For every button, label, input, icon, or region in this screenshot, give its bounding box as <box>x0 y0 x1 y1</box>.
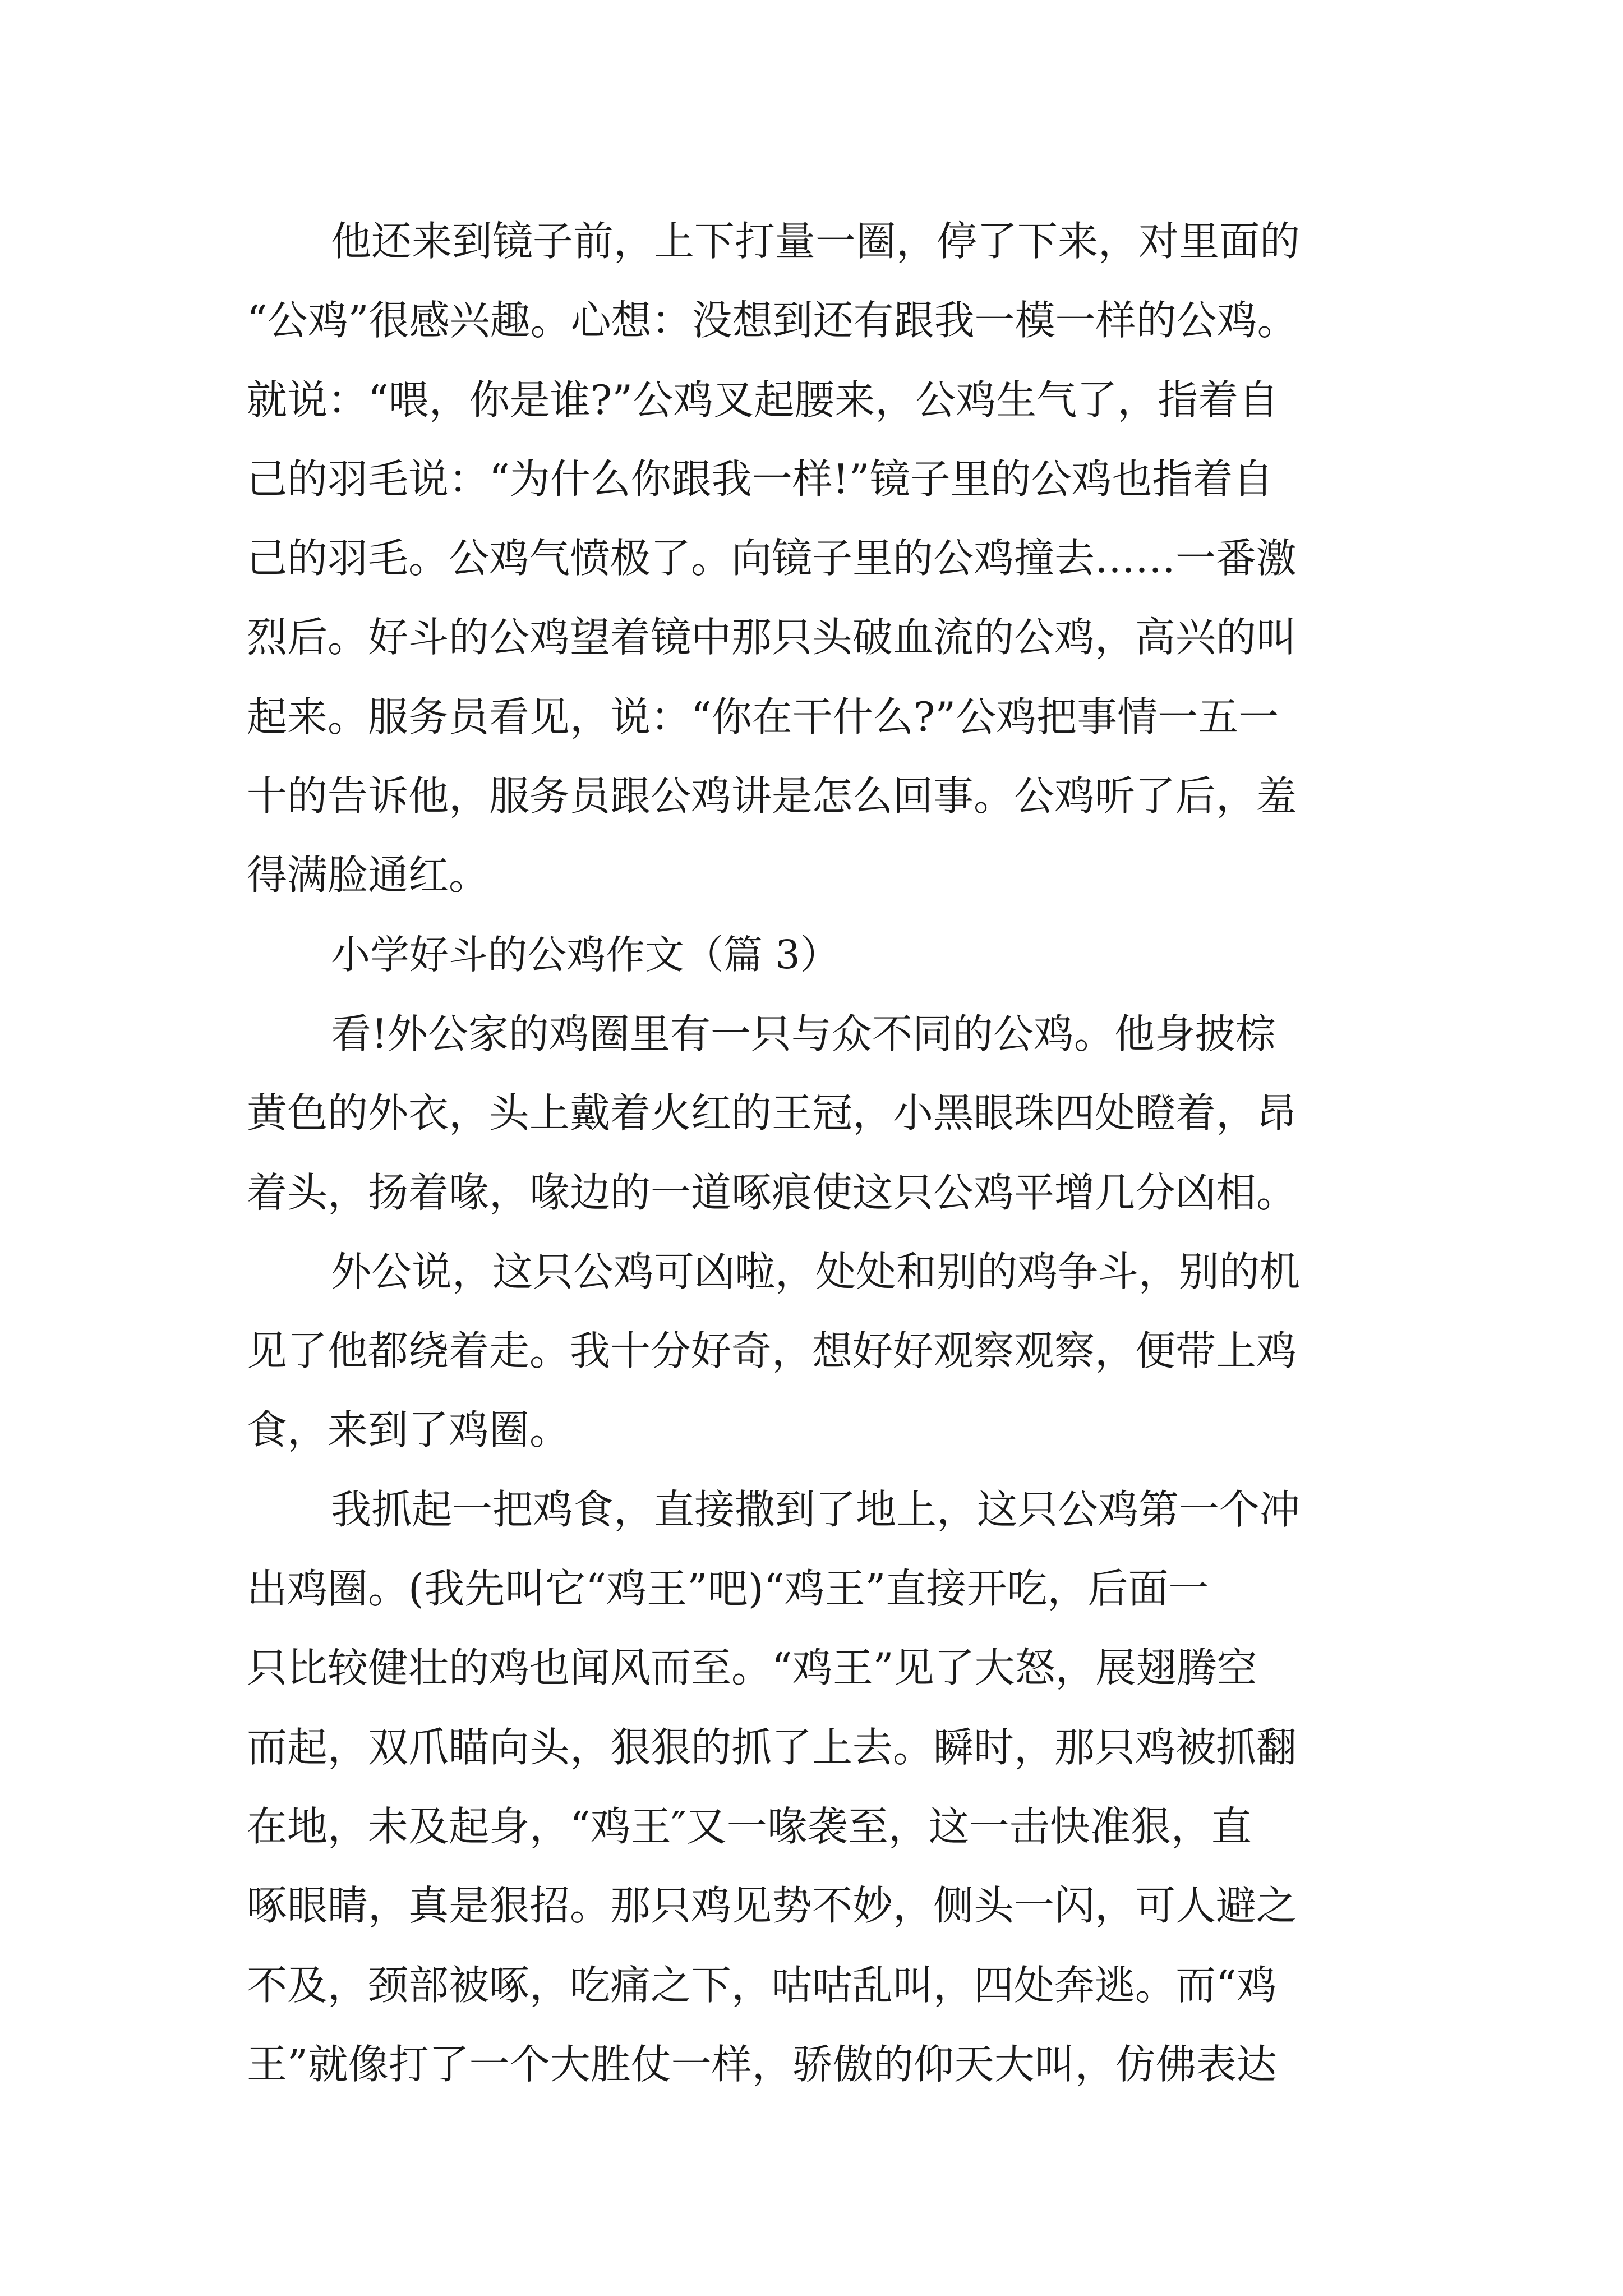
text-line: 啄眼睛，真是狠招。那只鸡见势不妙，侧头一闪，可人避之 <box>247 1882 1297 1930</box>
text-line: 十的告诉他，服务员跟公鸡讲是怎么回事。公鸡听了后，羞 <box>247 772 1297 820</box>
text-line: 黄色的外衣，头上戴着火红的王冠，小黑眼珠四处瞪着，昂 <box>247 1089 1297 1137</box>
text-line: 而起，双爪瞄向头，狠狠的抓了上去。瞬时，那只鸡被抓翻 <box>247 1723 1297 1771</box>
text-line: 不及，颈部被啄，吃痛之下，咕咕乱叫，四处奔逃。而“鸡 <box>247 1961 1277 2009</box>
text-line: 见了他都绕着走。我十分好奇，想好好观察观察，便带上鸡 <box>247 1327 1297 1375</box>
text-line: 食，来到了鸡圈。 <box>247 1406 570 1454</box>
text-line: 得满脸通红。 <box>247 852 490 899</box>
text-line: 王”就像打了一个大胜仗一样，骄傲的仰天大叫，仿佛表达 <box>247 2040 1277 2088</box>
text-line: 外公说，这只公鸡可凶啦，处处和别的鸡争斗，别的机 <box>331 1248 1301 1295</box>
text-line: 烈后。好斗的公鸡望着镜中那只头破血流的公鸡，高兴的叫 <box>247 614 1297 661</box>
section-heading: 小学好斗的公鸡作文（篇 3） <box>331 931 840 978</box>
text-line: 己的羽毛说：“为什么你跟我一样!”镜子里的公鸡也指着自 <box>247 455 1274 503</box>
text-line: 他还来到镜子前，上下打量一圈，停了下来，对里面的 <box>331 218 1301 265</box>
text-line: “公鸡”很感兴趣。心想：没想到还有跟我一模一样的公鸡。 <box>247 297 1298 344</box>
text-line: 着头，扬着喙，喙边的一道啄痕使这只公鸡平增几分凶相。 <box>247 1168 1297 1216</box>
text-line: 在地，未及起身，“鸡王″又一喙袭至，这一击快准狠，直 <box>247 1802 1252 1850</box>
text-line: 己的羽毛。公鸡气愤极了。向镜子里的公鸡撞去……一番激 <box>247 535 1297 582</box>
text-line: 看!外公家的鸡圈里有一只与众不同的公鸡。他身披棕 <box>331 1010 1276 1057</box>
text-line: 我抓起一把鸡食，直接撒到了地上，这只公鸡第一个冲 <box>331 1485 1301 1533</box>
text-line: 就说：“喂，你是谁?”公鸡叉起腰来，公鸡生气了，指着自 <box>247 376 1279 424</box>
text-line: 只比较健壮的鸡也闻风而至。“鸡王”见了大怒，展翅腾空 <box>247 1644 1257 1692</box>
text-line: 出鸡圈。(我先叫它“鸡王”吧)“鸡王”直接开吃，后面一 <box>247 1565 1209 1613</box>
document-body <box>247 202 1402 2104</box>
text-line: 起来。服务员看见，说：“你在干什么?”公鸡把事情一五一 <box>247 693 1279 740</box>
